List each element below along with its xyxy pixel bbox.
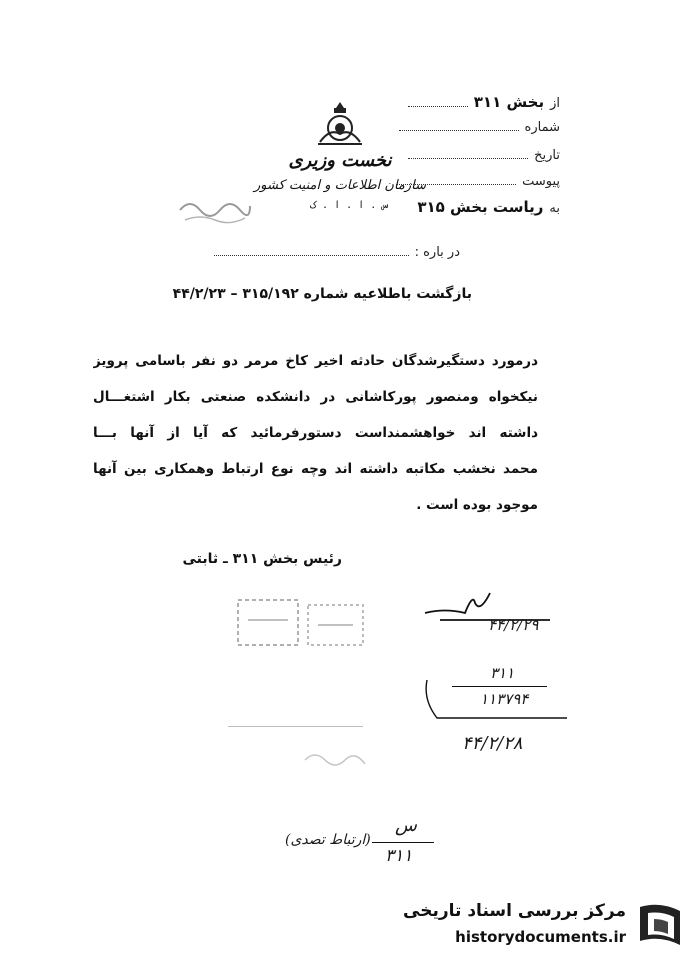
org-subtitle: سازمان اطلاعات و امنیت کشور	[253, 178, 427, 193]
faded-stamp-icon	[175, 190, 255, 230]
signature: رئیس بخش ۳۱۱ ـ ثابتی	[182, 551, 342, 567]
subject-label: در باره :	[414, 245, 460, 260]
body-line: محمد نخشب مکاتبه داشته اند وچه نوع ارتباط وهمکاری بین آنها	[93, 461, 538, 477]
date-dots	[408, 146, 528, 159]
handwritten-ref-top: ۳۱۱	[490, 664, 515, 682]
body-line: درمورد دستگیرشدگان حادثه اخیر کاخ مرمر دو نفر باسامی پرویز	[93, 353, 538, 369]
subject-dots	[214, 243, 409, 256]
footer-brand	[403, 895, 688, 955]
body-line: موجود بوده است .	[416, 497, 538, 513]
number-label: شماره	[524, 120, 560, 135]
body-line: داشته اند خواهشمنداست دستورفرمائید که آیا از آنها بـــا	[93, 425, 538, 441]
subject-field	[214, 243, 460, 260]
handwritten-date-2: ۴۴/۲/۲۸	[462, 733, 523, 754]
reference-line: بازگشت باطلاعیه شماره ۳۱۵/۱۹۲ – ۴۴/۲/۲۳	[172, 286, 472, 302]
note-text: (ارتباط تصدی)	[285, 832, 371, 848]
letter-body	[93, 343, 538, 523]
faded-line	[228, 726, 363, 727]
to-value: ریاست بخش ۳۱۵	[417, 198, 544, 216]
from-label: از	[550, 96, 560, 111]
handwritten-bracket-icon	[415, 676, 575, 726]
faded-scribble-icon	[300, 745, 380, 775]
to-label: به	[549, 201, 560, 216]
from-value: بخش ۳۱۱	[473, 93, 545, 111]
note-fraction-line	[372, 842, 434, 843]
number-field	[399, 118, 560, 135]
attachment-field	[396, 172, 560, 189]
note-fraction-top: س	[395, 815, 417, 836]
lion-and-sun-emblem-icon	[312, 100, 368, 148]
attachment-dots	[396, 172, 516, 185]
date-field	[408, 146, 560, 163]
org-code: س . ا . ا . ک	[310, 200, 389, 211]
to-field	[417, 198, 560, 216]
attachment-label: پیوست	[522, 174, 560, 189]
brand-fa: مرکز بررسی اسناد تاریخی	[403, 901, 626, 921]
from-field	[408, 93, 560, 111]
number-dots	[399, 118, 519, 131]
from-dots	[408, 94, 468, 107]
date-label: تاریخ	[534, 148, 560, 163]
brand-en: historydocuments.ir	[455, 928, 626, 946]
body-line: نیکخواه ومنصور پورکاشانی در دانشکده صنعتی بکار اشتغـــال	[93, 389, 538, 405]
handwritten-ref-bottom: ۱۱۳۷۹۴	[480, 690, 529, 708]
handwritten-date-1: ۴۴/۲/۲۹	[488, 616, 539, 634]
org-title: نخست وزیری	[288, 150, 392, 171]
note-fraction-bottom: ۳۱۱	[385, 846, 413, 866]
faded-stamp-icon	[228, 590, 378, 660]
brand-logo-icon	[634, 899, 686, 951]
